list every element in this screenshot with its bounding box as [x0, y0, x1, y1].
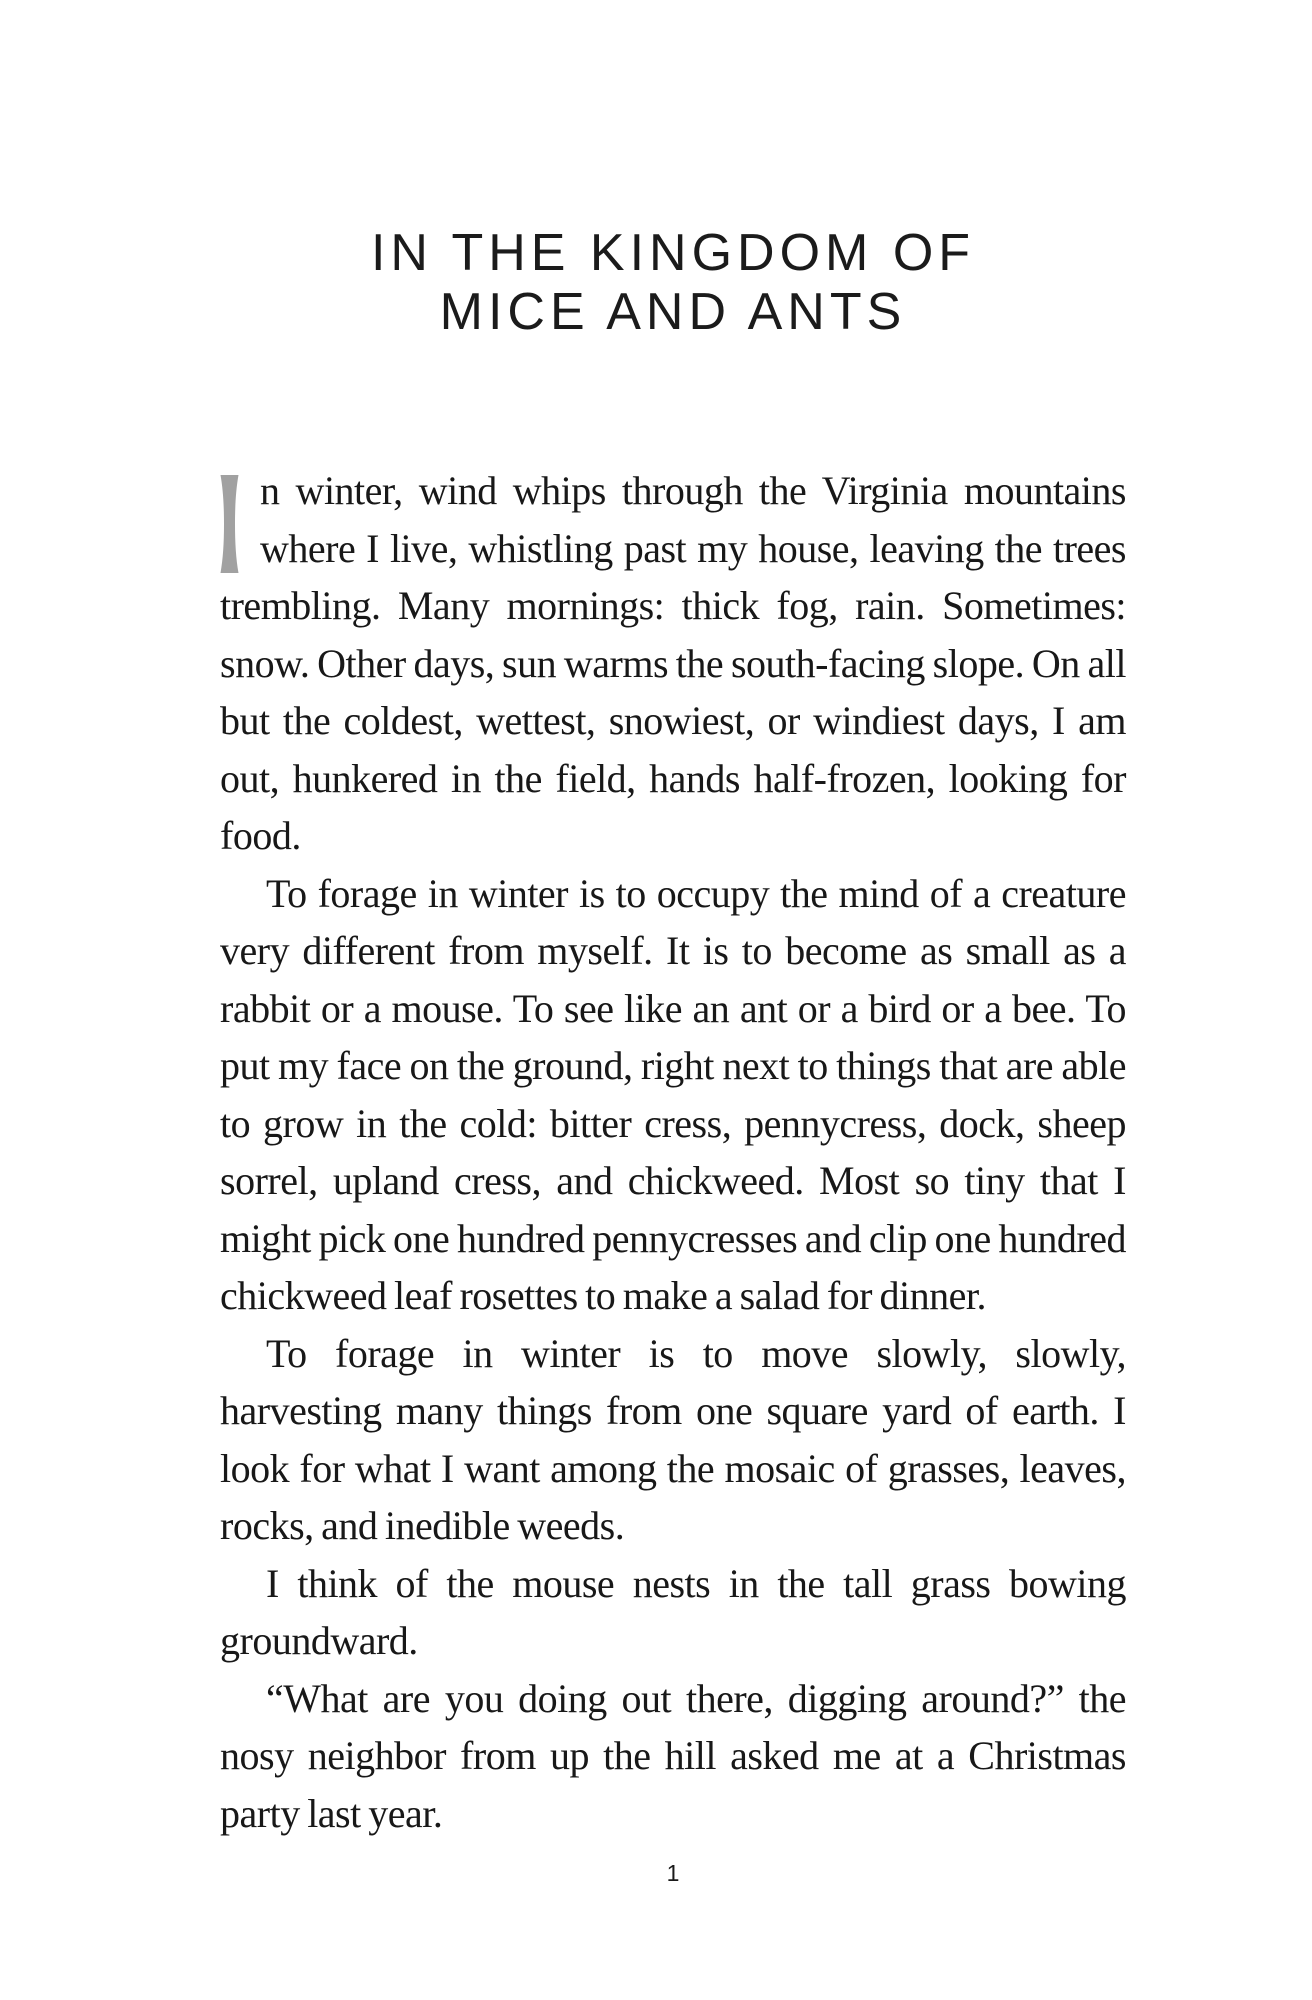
- paragraph: [220, 462, 1126, 865]
- chapter-title-line2: MICE AND ANTS: [439, 283, 907, 341]
- paragraph: To forage in winter is to move slowly, slowly, harvesting many things from one square yard of earth. I look for what I want among the mosaic of grasses, leaves, rocks, and inedible weeds.: [220, 1330, 1126, 1548]
- chapter-title: [220, 224, 1126, 342]
- paragraph: “What are you doing out there, digging around?” the nosy neighbor from up the hill asked me at a Christmas party last year.: [220, 1675, 1126, 1836]
- chapter-body: [220, 462, 1126, 1842]
- paragraph: I think of the mouse nests in the tall grass bowing groundward.: [220, 1560, 1126, 1663]
- paragraph-text: n winter, wind whips through the Virginia mountains where I live, whistling past my house, leaving the trees trembling. Many mornings: thick fog, rain. Sometimes: snow. Other days, sun warms the south-facing slope. On all but the coldest, wettest, snowiest, or windiest days, I am out, hunkered in the field, hands half-frozen, looking for food.: [220, 468, 1126, 858]
- paragraph: To forage in winter is to occupy the mind of a creature very different from myself. It is to become as small as a rabbit or a mouse. To see like an ant or a bird or a bee. To put my face on the ground, right next to things that are able to grow in the cold: bitter cress, pennycress, dock, sheep sorrel, upland cress, and chickweed. Most so tiny that I might pick one hundred pennycresses and clip one hundred chickweed leaf rosettes to make a salad for dinner.: [220, 870, 1126, 1318]
- page-number: 1: [666, 1860, 680, 1886]
- drop-cap-letter-i: [220, 475, 239, 573]
- chapter-title-line1: IN THE KINGDOM OF: [370, 224, 976, 282]
